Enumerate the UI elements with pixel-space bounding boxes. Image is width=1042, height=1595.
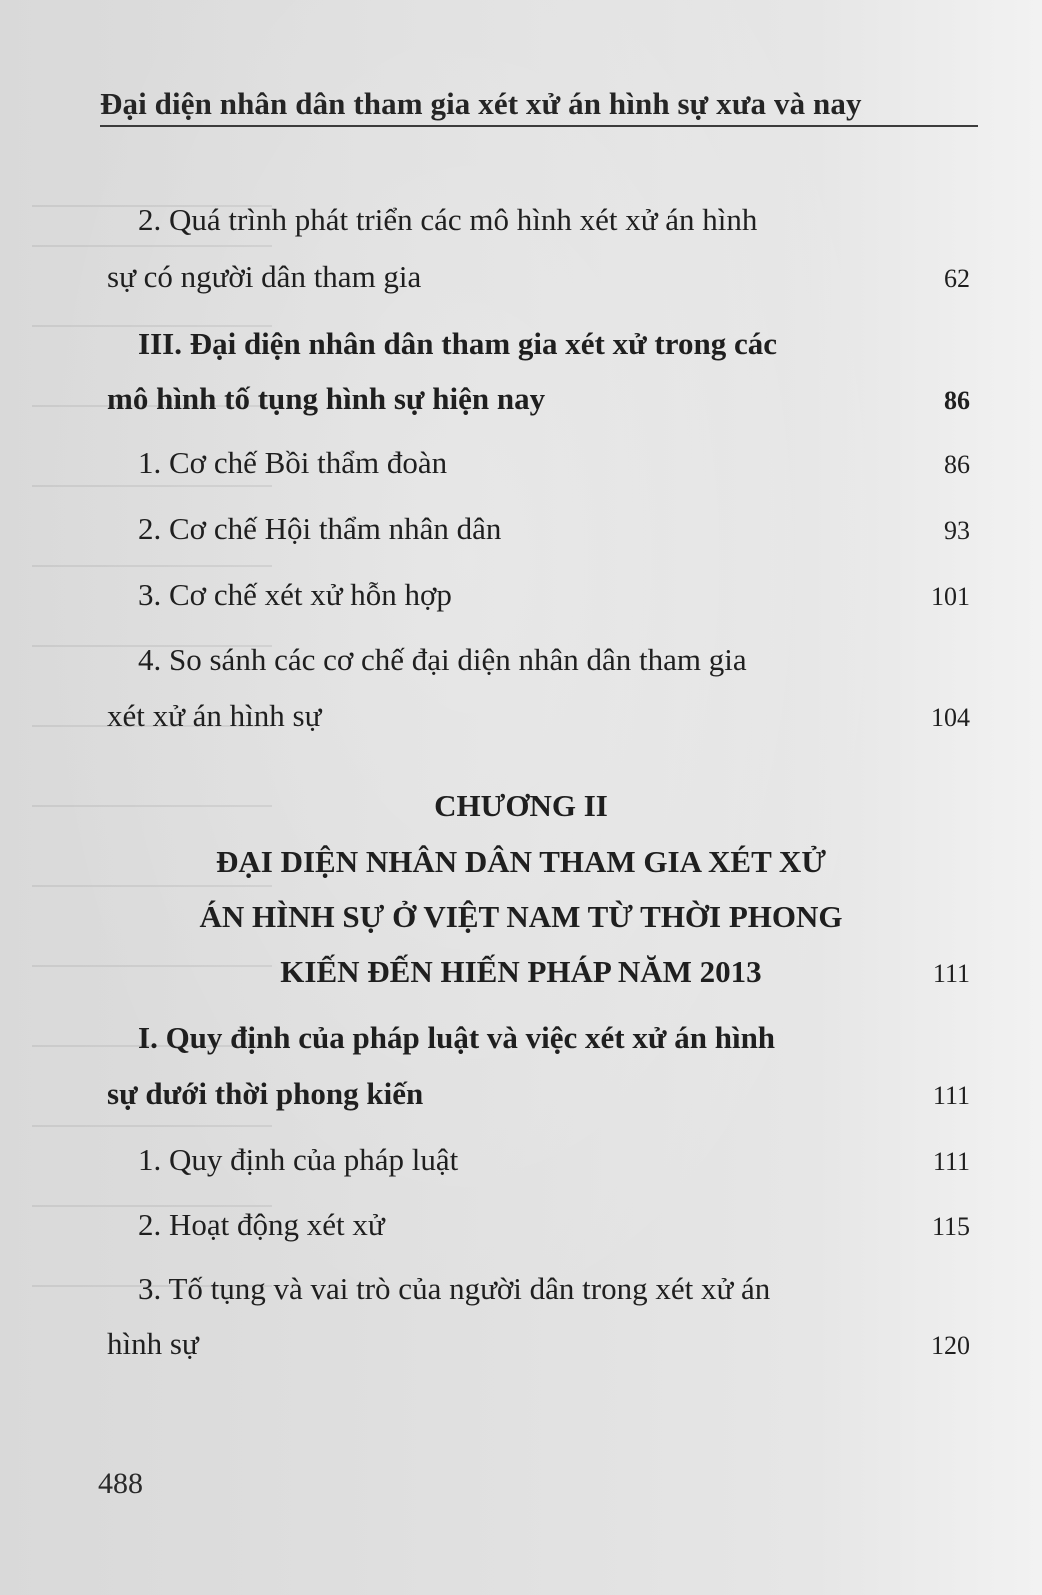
toc-page-number: 111 <box>932 1081 970 1110</box>
toc-page-number: 86 <box>944 450 970 479</box>
book-page: Đại diện nhân dân tham gia xét xử án hình sự xưa và nay 2. Quá trình phát triển các mô hình xét xử án hình sự có người dân tham gia 62 III. Đại diện nhân dân tham gia xét xử trong các mô hình tố tụng hình sự hiện nay 86 1. Cơ chế Bồi thẩm đoàn 86 2. Cơ chế Hội thẩm nhân dân 93 3. Cơ chế xét xử hỗn hợp 101 4. So sánh các cơ chế đại diện nhân dân tham gia xét xử án hình sự 104 CHƯƠNG II ĐẠI DIỆN NHÂN DÂN THAM GIA XÉT XỬ ÁN HÌNH SỰ Ở VIỆT NAM TỪ THỜI PHONG KIẾN ĐẾN HIẾN PHÁP NĂM 2013 111 I. Quy định của pháp luật và việc xét xử án hình sự dưới thời phong kiến 111 1. Quy định của pháp luật 111 2. Hoạt động xét xử 115 3. Tố tụng và vai trò của người dân trong xét xử án hình sự 120 488 <box>0 0 1042 1595</box>
toc-page-number: 86 <box>944 386 970 415</box>
toc-page-number: 111 <box>932 1147 970 1176</box>
header-rule <box>100 125 978 127</box>
page-number: 488 <box>98 1467 143 1500</box>
running-header: Đại diện nhân dân tham gia xét xử án hình sự xưa và nay <box>100 86 862 121</box>
toc-page-number: 62 <box>944 264 970 293</box>
toc-page-number: 115 <box>931 1212 970 1241</box>
toc-page-number: 93 <box>944 516 970 545</box>
toc-page-number: 111 <box>932 959 970 988</box>
toc-page-number: 101 <box>931 582 970 611</box>
toc-page-number: 104 <box>931 703 970 732</box>
toc-page-number: 120 <box>931 1331 970 1360</box>
